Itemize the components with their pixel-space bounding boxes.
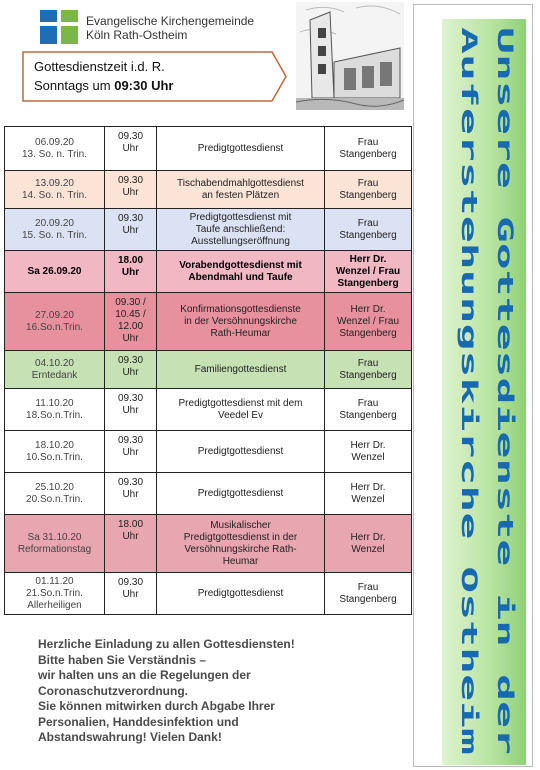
time-cell-line: Uhr: [122, 225, 139, 236]
date-cell: [5, 389, 105, 431]
schedule-row: [5, 171, 412, 209]
service-cell: [157, 127, 325, 171]
service-time-banner: [22, 51, 288, 102]
person-cell-line: Stangenberg: [339, 593, 397, 605]
schedule-row: [5, 573, 412, 615]
person-cell-line: Wenzel: [351, 543, 385, 555]
person-cell-line: Stangenberg: [339, 369, 397, 381]
time-cell-line: Uhr: [122, 333, 139, 344]
date-cell: [5, 171, 105, 209]
time-cell: [105, 293, 157, 351]
schedule-row: [5, 251, 412, 293]
service-cell-line: Konfirmationsgottesdienste: [180, 303, 301, 315]
invitation-notice: [38, 637, 378, 746]
time-cell-line: Uhr: [122, 143, 139, 154]
date-cell-line: 21.So.n.Trin.: [26, 587, 83, 599]
church-logo-icon: [40, 10, 78, 44]
person-cell: [325, 351, 412, 389]
vertical-title: [432, 27, 532, 757]
time-cell-line: 09.30: [117, 213, 144, 224]
time-cell: [105, 515, 157, 573]
date-cell-line: 18.10.20: [35, 439, 74, 451]
notice-line: Personalien, Handdesinfektion und: [38, 714, 239, 729]
date-cell: [5, 209, 105, 251]
person-cell-line: Herr Dr.: [350, 303, 386, 315]
time-cell-line: 18.00: [117, 519, 144, 530]
person-cell-line: Frau: [357, 136, 379, 148]
date-cell: [5, 351, 105, 389]
person-cell-line: Wenzel: [351, 493, 385, 505]
time-cell: [105, 473, 157, 515]
person-cell-line: Herr Dr.: [349, 253, 387, 265]
date-cell: [5, 293, 105, 351]
time-cell-line: 12.00: [117, 321, 144, 332]
church-illustration: [296, 2, 404, 110]
service-cell-line: Predigtgottesdienst mit dem: [178, 397, 303, 409]
person-cell-line: Stangenberg: [339, 327, 397, 339]
time-cell-line: 09.30 /: [115, 297, 146, 308]
service-cell-line: Familiengottesdienst: [194, 363, 287, 375]
date-cell-line: 01.11.20: [35, 575, 74, 587]
time-cell: [105, 431, 157, 473]
service-time-line-1: Gottesdienstzeit i.d. R.: [34, 59, 165, 74]
date-cell: [5, 431, 105, 473]
date-cell-line: 06.09.20: [35, 136, 74, 148]
service-cell: [157, 515, 325, 573]
person-cell-line: Stangenberg: [339, 148, 397, 160]
service-cell-line: Versöhnungskirche Rath-: [184, 543, 297, 555]
person-cell-line: Stangenberg: [339, 189, 397, 201]
service-cell-line: Predigtgottesdienst in der: [183, 531, 298, 543]
service-cell-line: Tischabendmahlgottesdienst: [177, 177, 304, 189]
service-cell: [157, 389, 325, 431]
time-cell-line: 09.30: [117, 355, 144, 366]
service-cell-line: in der Versöhnungskirche: [184, 315, 297, 327]
schedule-row: [5, 351, 412, 389]
date-cell: [5, 127, 105, 171]
person-cell-line: Herr Dr.: [350, 439, 386, 451]
time-cell: [105, 127, 157, 171]
person-cell-line: Frau: [357, 397, 379, 409]
service-cell-line: Taufe anschließend:: [195, 223, 286, 235]
date-cell-line: 04.10.20: [35, 357, 74, 369]
time-cell-line: 09.30: [117, 577, 144, 588]
notice-line: Coronaschutzverordnung.: [38, 683, 189, 698]
person-cell-line: Wenzel / Frau: [335, 265, 401, 277]
date-cell: [5, 473, 105, 515]
schedule-row: [5, 127, 412, 171]
person-cell: [325, 515, 412, 573]
person-cell-line: Herr Dr.: [350, 531, 386, 543]
date-cell-line: Erntedank: [31, 369, 78, 381]
service-cell-line: Vorabendgottesdienst mit: [179, 259, 302, 271]
person-cell-line: Frau: [357, 581, 379, 593]
service-cell-line: Veedel Ev: [217, 409, 264, 421]
date-cell-line: 13. So. n. Trin.: [21, 148, 88, 160]
service-cell: [157, 251, 325, 293]
date-cell-line: Reformationstag: [17, 543, 92, 555]
person-cell: [325, 171, 412, 209]
date-cell-line: 20.So.n.Trin.: [26, 493, 83, 505]
date-cell-line: 16.So.n.Trin.: [26, 321, 83, 333]
notice-line: Sie können mitwirken durch Abgabe Ihrer: [38, 699, 275, 713]
schedule-row: [5, 389, 412, 431]
service-cell-line: Abendmahl und Taufe: [188, 271, 293, 283]
date-cell-line: 25.10.20: [35, 481, 74, 493]
service-cell-line: Heumar: [222, 555, 259, 567]
date-cell: [5, 515, 105, 573]
side-title-panel: [413, 4, 533, 767]
date-cell-line: 13.09.20: [35, 177, 74, 189]
person-cell-line: Frau: [357, 357, 379, 369]
person-cell: [325, 473, 412, 515]
time-cell: [105, 573, 157, 615]
service-cell-line: Ausstellungseröffnung: [191, 235, 290, 247]
time-cell: [105, 171, 157, 209]
time-cell-line: 10.45 /: [115, 309, 146, 320]
org-line-1: Evangelische Kirchengemeinde: [86, 14, 255, 28]
date-cell-line: 14. So. n. Trin.: [21, 189, 88, 201]
time-cell-line: 09.30: [117, 175, 144, 186]
time-cell-line: Uhr: [122, 405, 139, 416]
person-cell-line: Wenzel: [351, 451, 385, 463]
time-cell-line: Uhr: [122, 367, 139, 378]
time-cell-line: 09.30: [117, 393, 144, 404]
service-cell-line: Predigtgottesdienst: [197, 445, 284, 457]
time-cell-line: 09.30: [117, 477, 144, 488]
time-cell: [105, 251, 157, 293]
date-cell-line: Allerheiligen: [27, 599, 82, 611]
time-cell-line: Uhr: [122, 187, 139, 198]
date-cell-line: 27.09.20: [35, 309, 74, 321]
person-cell: [325, 431, 412, 473]
date-cell-line: 18.So.n.Trin.: [26, 409, 83, 421]
service-cell-line: Musikalischer: [210, 519, 271, 531]
person-cell: [325, 293, 412, 351]
time-cell-line: Uhr: [121, 267, 140, 278]
person-cell-line: Stangenberg: [339, 409, 397, 421]
service-cell-line: Predigtgottesdienst: [197, 587, 284, 599]
service-cell-line: Predigtgottesdienst mit: [189, 211, 292, 223]
date-cell-line: 11.10.20: [35, 397, 74, 409]
service-cell-line: Rath-Heumar: [210, 327, 271, 339]
schedule-row: [5, 473, 412, 515]
time-cell-line: 18.00: [117, 255, 144, 266]
person-cell: [325, 251, 412, 293]
vertical-title-line-1: Unsere Gottesdienste in der: [493, 27, 517, 369]
notice-line: wir halten uns an die Regelungen der: [38, 668, 251, 682]
person-cell: [325, 209, 412, 251]
date-cell-line: 20.09.20: [35, 217, 74, 229]
service-cell: [157, 431, 325, 473]
schedule-row: [5, 515, 412, 573]
service-cell-line: Predigtgottesdienst: [197, 142, 284, 154]
date-cell: [5, 251, 105, 293]
notice-line: Abstandswahrung! Vielen Dank!: [38, 730, 222, 744]
person-cell-line: Stangenberg: [339, 229, 397, 241]
person-cell-line: Wenzel / Frau: [336, 315, 400, 327]
vertical-title-line-2: Auferstehungskirche Ostheim: [457, 27, 481, 369]
time-cell-line: Uhr: [122, 447, 139, 458]
notice-line: Bitte haben Sie Verständnis –: [38, 652, 207, 667]
time-cell-line: Uhr: [122, 489, 139, 500]
service-cell-line: an festen Plätzen: [201, 189, 280, 201]
notice-line: Herzliche Einladung zu allen Gottesdiensten!: [38, 637, 295, 651]
person-cell-line: Frau: [357, 177, 379, 189]
time-cell-line: Uhr: [122, 531, 139, 542]
time-cell: [105, 389, 157, 431]
person-cell-line: Stangenberg: [337, 277, 399, 289]
person-cell: [325, 573, 412, 615]
date-cell-line: Sa 31.10.20: [27, 531, 82, 543]
service-cell-line: Predigtgottesdienst: [197, 487, 284, 499]
organization-name: [86, 14, 254, 42]
person-cell-line: Frau: [357, 217, 379, 229]
org-line-2: Köln Rath-Ostheim: [86, 28, 188, 42]
service-time-line-2: Sonntags um 09:30 Uhr: [34, 78, 174, 93]
service-schedule-table: [4, 126, 412, 615]
time-cell-line: Uhr: [122, 589, 139, 600]
person-cell: [325, 127, 412, 171]
date-cell: [5, 573, 105, 615]
service-cell: [157, 209, 325, 251]
service-cell: [157, 573, 325, 615]
schedule-row: [5, 431, 412, 473]
service-cell: [157, 171, 325, 209]
date-cell-line: 15. So. n. Trin.: [21, 229, 88, 241]
date-cell-line: 10.So.n.Trin.: [26, 451, 83, 463]
schedule-row: [5, 293, 412, 351]
time-cell: [105, 209, 157, 251]
time-cell-line: 09.30: [117, 435, 144, 446]
service-cell: [157, 351, 325, 389]
time-cell-line: 09.30: [117, 131, 144, 142]
date-cell-line: Sa 26.09.20: [27, 265, 82, 277]
service-cell: [157, 473, 325, 515]
service-cell: [157, 293, 325, 351]
schedule-row: [5, 209, 412, 251]
person-cell-line: Herr Dr.: [350, 481, 386, 493]
person-cell: [325, 389, 412, 431]
time-cell: [105, 351, 157, 389]
